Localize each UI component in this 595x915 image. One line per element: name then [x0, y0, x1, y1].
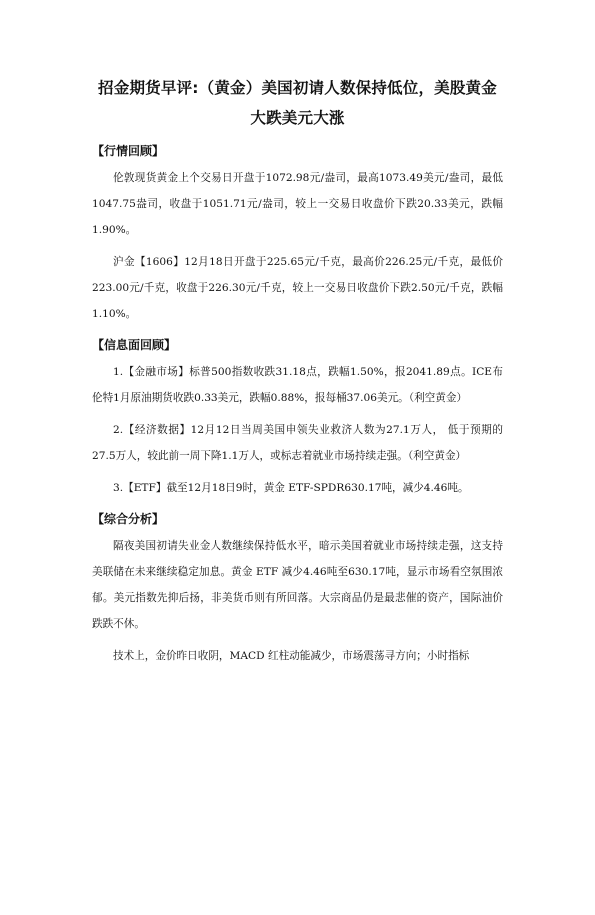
news-item-financial-market: 1.【金融市场】标普500指数收跌31.18点，跌幅1.50%，报2041.89点。ICE布伦特1月原油期货收跌0.33美元，跌幅0.88%，报每桶37.06美元。（利空黄金） — [92, 366, 503, 404]
section-heading-news-review: 【信息面回顾】 — [92, 338, 177, 352]
news-item-economic-data: 2.【经济数据】12月12日当周美国申领失业救济人数为27.1万人， 低于预期的27.5万人，较此前一周下降1.1万人，或标志着就业市场持续走强。（利空黄金） — [92, 424, 503, 462]
market-review-paragraph-london-gold: 伦敦现货黄金上个交易日开盘于1072.98元/盎司，最高1073.49美元/盎司，最低1047.75盎司，收盘于1051.71元/盎司，较上一交易日收盘价下跌20.33美元，跌幅1.90%。 — [92, 172, 503, 236]
analysis-paragraph-technical: 技术上，金价昨日收阴，MACD 红柱动能减少，市场震荡寻方向；小时指标 — [113, 650, 470, 662]
analysis-paragraph-summary: 隔夜美国初请失业金人数继续保持低水平，暗示美国着就业市场持续走强，这支持美联储在未来继续稳定加息。黄金 ETF 减少4.46吨至630.17吨，显示市场看空氛围浓郁。美元指数先抑后扬，非美货币则有所回落。大宗商品仍是最悲催的资产，国际油价跌跌不休。 — [92, 540, 503, 630]
section-heading-market-review: 【行情回顾】 — [92, 144, 165, 158]
news-item-etf: 3.【ETF】截至12月18日9时，黄金 ETF-SPDR630.17吨，减少4.46吨。 — [113, 482, 469, 494]
document-page — [0, 73, 595, 915]
market-review-paragraph-shanghai-gold: 沪金【1606】12月18日开盘于225.65元/千克，最高价226.25元/千克，最低价223.00元/千克，收盘于226.30元/千克，较上一交易日收盘价下跌2.50元/千克，跌幅1.10%。 — [92, 256, 503, 320]
page-title: 招金期货早评:（黄金）美国初请人数保持低位，美股黄金大跌美元大涨 — [98, 79, 497, 127]
section-heading-analysis: 【综合分析】 — [92, 512, 165, 526]
